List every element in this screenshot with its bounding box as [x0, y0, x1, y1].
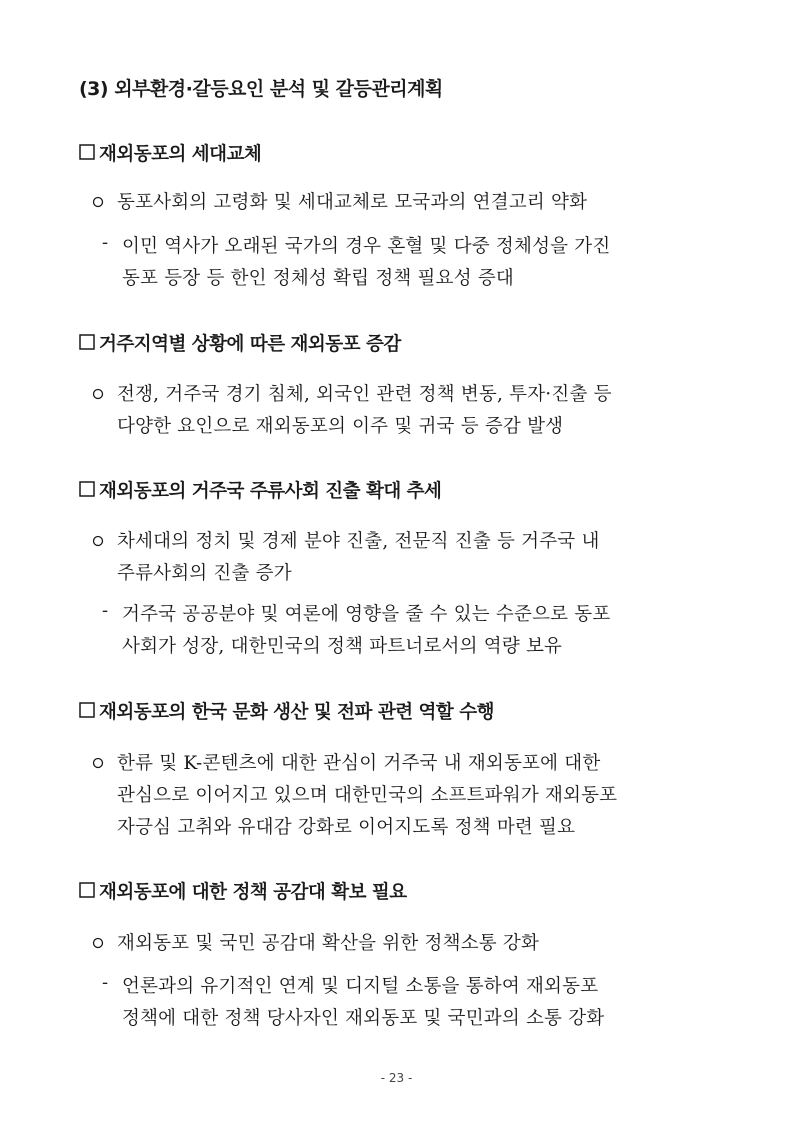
- list-item: 언론과의 유기적인 연계 및 디지털 소통을 통하여 재외동포: [122, 976, 599, 997]
- checkbox-square-icon: [79, 144, 99, 165]
- checkbox-square-icon: [79, 882, 99, 903]
- circle-bullet-icon: [91, 385, 105, 406]
- dash-marker: -: [102, 600, 109, 621]
- circle-bullet-icon: [91, 193, 105, 214]
- section-heading: [79, 698, 494, 724]
- section-heading-text: 재외동포의 한국 문화 생산 및 전파 관련 역할 수행: [99, 702, 494, 723]
- list-item: 한류 및 K-콘텐츠에 대한 관심이 거주국 내 재외동포에 대한: [117, 753, 601, 774]
- list-item-continuation: 자긍심 고취와 유대감 강화로 이어지도록 정책 마련 필요: [117, 817, 576, 838]
- list-item: 동포사회의 고령화 및 세대교체로 모국과의 연결고리 약화: [117, 192, 588, 213]
- page-number: - 23 -: [380, 1071, 413, 1085]
- section-heading-text: 재외동포의 세대교체: [99, 144, 262, 165]
- list-item-continuation: 정책에 대한 정책 당사자인 재외동포 및 국민과의 소통 강화: [122, 1008, 605, 1029]
- list-item-continuation: 주류사회의 진출 증가: [117, 563, 292, 584]
- list-item-continuation: 사회가 성장, 대한민국의 정책 파트너로서의 역량 보유: [122, 636, 563, 657]
- circle-bullet-icon: [91, 934, 105, 955]
- page-title: (3) 외부환경·갈등요인 분석 및 갈등관리계획: [79, 78, 443, 100]
- section-heading-text: 재외동포에 대한 정책 공감대 확보 필요: [99, 882, 407, 903]
- dash-marker: -: [102, 972, 109, 993]
- checkbox-square-icon: [79, 481, 99, 502]
- list-item-continuation: 동포 등장 등 한인 정체성 확립 정책 필요성 증대: [122, 268, 514, 289]
- list-item: 재외동포 및 국민 공감대 확산을 위한 정책소통 강화: [117, 933, 540, 954]
- list-item-continuation: 다양한 요인으로 재외동포의 이주 및 귀국 등 증감 발생: [117, 416, 564, 437]
- circle-bullet-icon: [91, 532, 105, 553]
- section-heading-text: 거주지역별 상황에 따른 재외동포 증감: [99, 334, 401, 355]
- list-item: 거주국 공공분야 및 여론에 영향을 줄 수 있는 수준으로 동포: [122, 604, 611, 625]
- dash-marker: -: [102, 232, 109, 253]
- checkbox-square-icon: [79, 702, 99, 723]
- circle-bullet-icon: [91, 754, 105, 775]
- list-item: 전쟁, 거주국 경기 침체, 외국인 관련 정책 변동, 투자·진출 등: [117, 384, 612, 405]
- section-heading: [79, 878, 407, 904]
- section-heading: [79, 477, 441, 503]
- list-item: 차세대의 정치 및 경제 분야 진출, 전문직 진출 등 거주국 내: [117, 531, 600, 552]
- section-heading: [79, 140, 261, 166]
- section-heading-text: 재외동포의 거주국 주류사회 진출 확대 추세: [99, 481, 442, 502]
- checkbox-square-icon: [79, 334, 99, 355]
- list-item-continuation: 관심으로 이어지고 있으며 대한민국의 소프트파워가 재외동포: [117, 785, 618, 806]
- list-item: 이민 역사가 오래된 국가의 경우 혼혈 및 다중 정체성을 가진: [122, 236, 611, 257]
- section-heading: [79, 330, 401, 356]
